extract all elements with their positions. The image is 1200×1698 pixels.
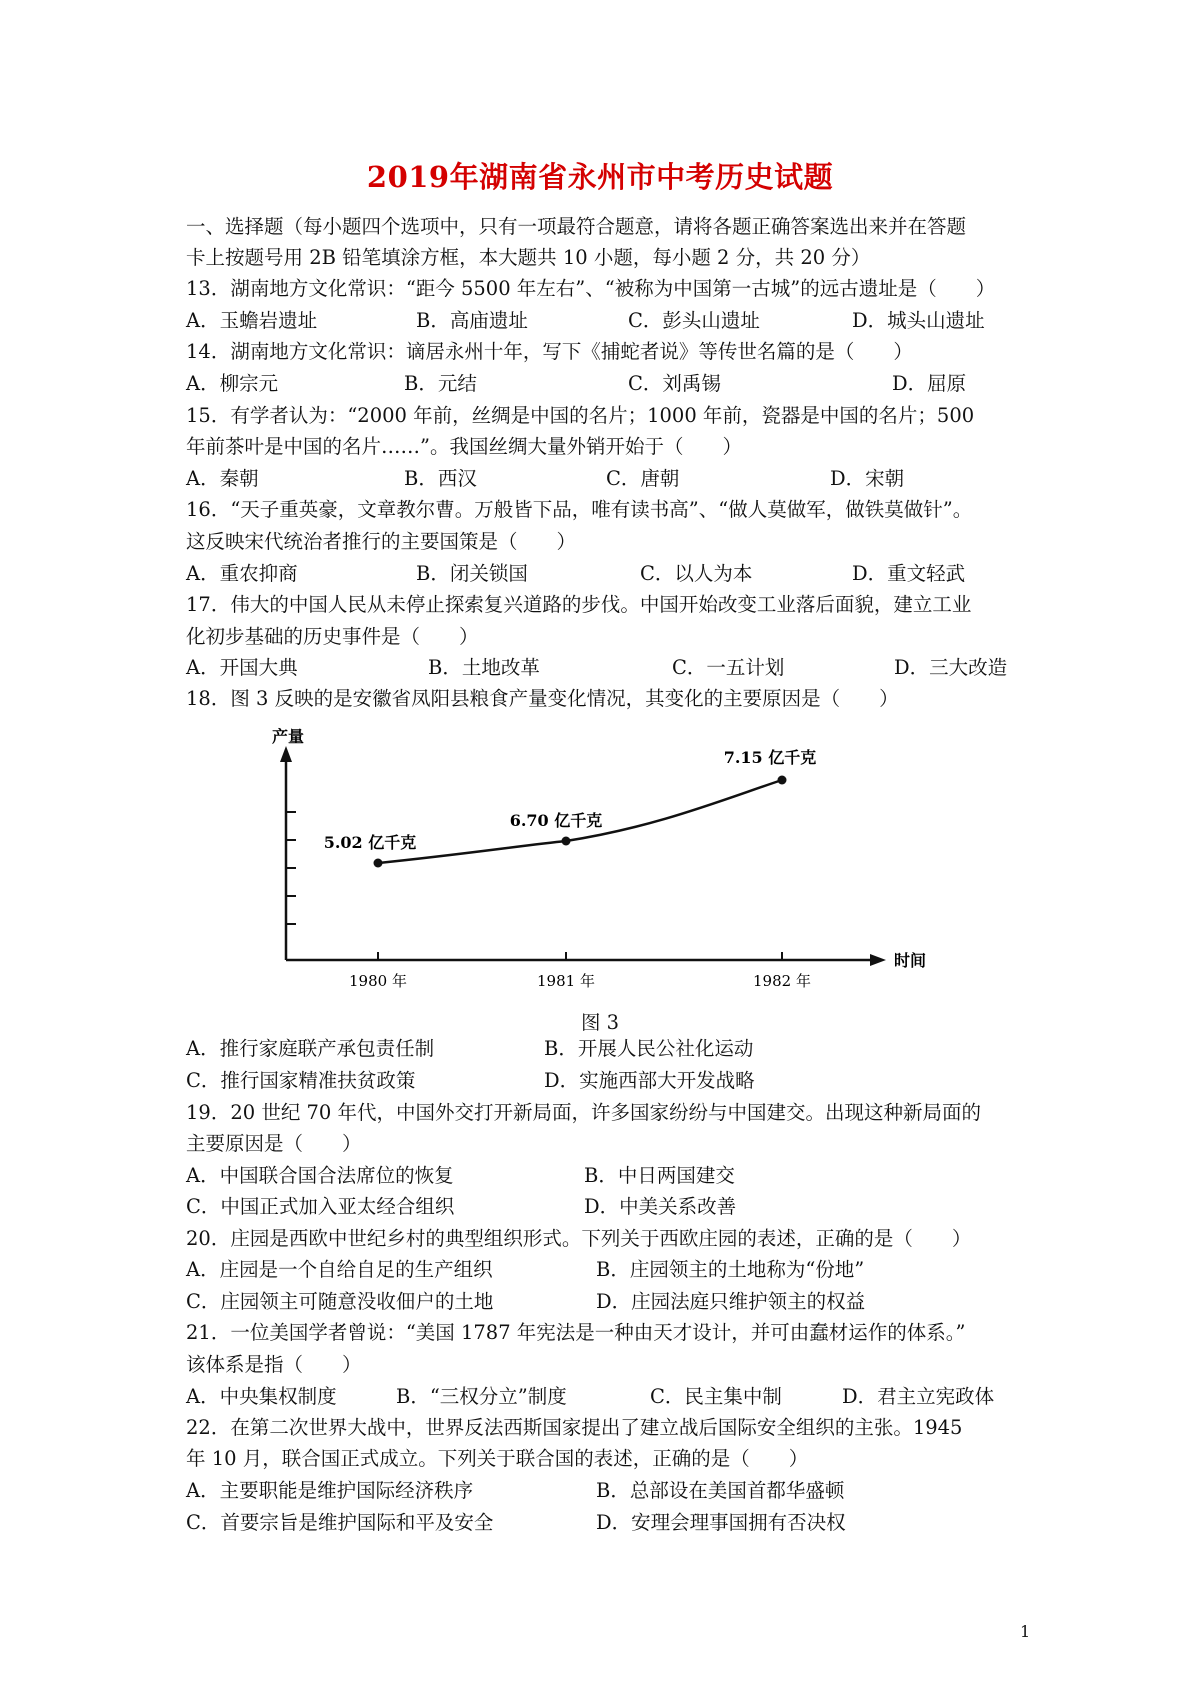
question-22-option-b: B．总部设在美国首都华盛顿 xyxy=(596,1479,845,1502)
instructions-line-2: 卡上按题号用 2B 铅笔填涂方框，本大题共 10 小题，每小题 2 分，共 20 分） xyxy=(186,246,871,269)
question-16-stem-2: 这反映宋代统治者推行的主要国策是（ ） xyxy=(186,530,577,553)
question-19-stem-1: 19．20 世纪 70 年代，中国外交打开新局面，许多国家纷纷与中国建交。出现这种新局面的 xyxy=(186,1101,982,1124)
question-13-option-b: B．高庙遗址 xyxy=(416,309,528,332)
question-13-stem: 13．湖南地方文化常识：“距今 5500 年左右”、“被称为中国第一古城”的远古遗址是（ ） xyxy=(186,277,996,300)
question-17-stem-1: 17．伟大的中国人民从未停止探索复兴道路的步伐。中国开始改变工业落后面貌，建立工业 xyxy=(186,593,972,616)
question-19-option-d: D．中美关系改善 xyxy=(584,1195,737,1218)
data-label: 7.15 亿千克 xyxy=(723,748,817,767)
question-22-stem-1: 22．在第二次世界大战中，世界反法西斯国家提出了建立战后国际安全组织的主张。1945 xyxy=(186,1416,963,1439)
x-axis-arrow xyxy=(870,954,886,966)
question-19-stem-2: 主要原因是（ ） xyxy=(186,1132,362,1155)
data-point xyxy=(562,837,571,846)
question-13-option-a: A．玉蟾岩遗址 xyxy=(186,309,318,332)
question-20-option-d: D．庄园法庭只维护领主的权益 xyxy=(596,1290,866,1313)
question-19-option-a: A．中国联合国合法席位的恢复 xyxy=(186,1164,454,1187)
page-number: 1 xyxy=(1020,1622,1031,1641)
question-18-stem: 18．图 3 反映的是安徽省凤阳县粮食产量变化情况，其变化的主要原因是（ ） xyxy=(186,687,899,710)
question-14-option-d: D．屈原 xyxy=(892,372,967,395)
question-14-option-c: C．刘禹锡 xyxy=(628,372,721,395)
question-18-option-d: D．实施西部大开发战略 xyxy=(544,1069,755,1092)
question-22-option-a: A．主要职能是维护国际经济秩序 xyxy=(186,1479,474,1502)
question-16-option-b: B．闭关锁国 xyxy=(416,562,528,585)
question-13-option-c: C．彭头山遗址 xyxy=(628,309,760,332)
question-22-option-c: C．首要宗旨是维护国际和平及安全 xyxy=(186,1511,494,1534)
question-17-option-a: A．开国大典 xyxy=(186,656,298,679)
y-axis-label: 产量 xyxy=(272,727,305,746)
question-18-option-b: B．开展人民公社化运动 xyxy=(544,1037,754,1060)
question-22-stem-2: 年 10 月，联合国正式成立。下列关于联合国的表述，正确的是（ ） xyxy=(186,1447,809,1470)
question-20-option-b: B．庄园领主的土地称为“份地” xyxy=(596,1258,865,1281)
x-tick-label: 1981 年 xyxy=(537,972,595,990)
question-16-stem-1: 16．“天子重英豪，文章教尔曹。万般皆下品，唯有读书高”、“做人莫做军，做铁莫做针”。 xyxy=(186,498,973,521)
data-point xyxy=(374,859,383,868)
question-21-option-a: A．中央集权制度 xyxy=(186,1385,337,1408)
question-19-option-c: C．中国正式加入亚太经合组织 xyxy=(186,1195,455,1218)
question-16-option-d: D．重文轻武 xyxy=(852,562,966,585)
x-tick-label: 1980 年 xyxy=(349,972,407,990)
question-14-option-a: A．柳宗元 xyxy=(186,372,279,395)
question-18-option-a: A．推行家庭联产承包责任制 xyxy=(186,1037,435,1060)
question-16-option-a: A．重农抑商 xyxy=(186,562,298,585)
question-21-option-c: C．民主集中制 xyxy=(650,1385,782,1408)
question-14-option-b: B．元结 xyxy=(404,372,477,395)
question-20-option-a: A．庄园是一个自给自足的生产组织 xyxy=(186,1258,493,1281)
question-20-option-c: C．庄园领主可随意没收佃户的土地 xyxy=(186,1290,494,1313)
data-label: 6.70 亿千克 xyxy=(509,811,603,830)
question-17-option-b: B．土地改革 xyxy=(428,656,540,679)
question-21-stem-1: 21．一位美国学者曾说：“美国 1787 年宪法是一种由天才设计，并可由蠢材运作的体系。” xyxy=(186,1321,966,1344)
question-15-option-d: D．宋朝 xyxy=(830,467,905,490)
question-17-stem-2: 化初步基础的历史事件是（ ） xyxy=(186,625,479,648)
x-tick-label: 1982 年 xyxy=(753,972,811,990)
question-15-stem-2: 年前茶叶是中国的名片……”。我国丝绸大量外销开始于（ ） xyxy=(186,435,742,458)
question-15-option-a: A．秦朝 xyxy=(186,467,259,490)
question-13-option-d: D．城头山遗址 xyxy=(852,309,985,332)
data-label: 5.02 亿千克 xyxy=(323,833,417,852)
chart-marks xyxy=(324,748,817,868)
question-17-option-c: C．一五计划 xyxy=(672,656,785,679)
question-15-option-b: B．西汉 xyxy=(404,467,477,490)
question-16-option-c: C．以人为本 xyxy=(640,562,753,585)
x-axis-label: 时间 xyxy=(894,951,927,970)
question-17-option-d: D．三大改造 xyxy=(894,656,1008,679)
data-point xyxy=(778,776,787,785)
question-22-option-d: D．安理会理事国拥有否决权 xyxy=(596,1511,846,1534)
question-21-option-d: D．君主立宪政体 xyxy=(842,1385,995,1408)
y-axis-arrow xyxy=(280,746,292,762)
question-21-option-b: B．“三权分立”制度 xyxy=(396,1385,567,1408)
question-20-stem: 20．庄园是西欧中世纪乡村的典型组织形式。下列关于西欧庄园的表述，正确的是（ ） xyxy=(186,1227,972,1250)
question-14-stem: 14．湖南地方文化常识：谪居永州十年，写下《捕蛇者说》等传世名篇的是（ ） xyxy=(186,340,913,363)
question-21-stem-2: 该体系是指（ ） xyxy=(186,1353,362,1376)
chart-axes xyxy=(272,727,926,990)
figure-caption: 图 3 xyxy=(580,1011,620,1034)
question-15-stem-1: 15．有学者认为：“2000 年前，丝绸是中国的名片；1000 年前，瓷器是中国的名片；500 xyxy=(186,404,975,427)
page-title: 2019年湖南省永州市中考历史试题 xyxy=(366,160,834,194)
instructions-line-1: 一、选择题（每小题四个选项中，只有一项最符合题意，请将各题正确答案选出来并在答题 xyxy=(186,215,967,238)
question-19-option-b: B．中日两国建交 xyxy=(584,1164,735,1187)
question-18-option-c: C．推行国家精准扶贫政策 xyxy=(186,1069,416,1092)
question-15-option-c: C．唐朝 xyxy=(606,467,680,490)
